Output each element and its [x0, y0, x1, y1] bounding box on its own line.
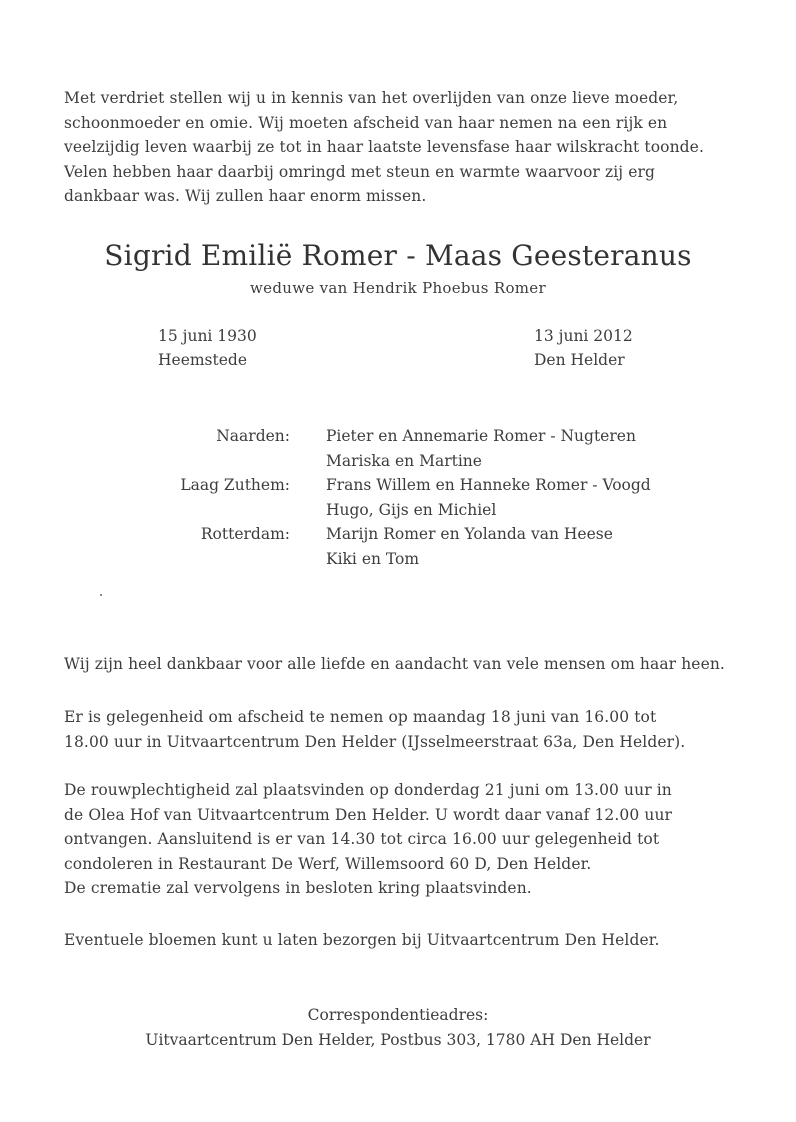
family-row — [120, 473, 720, 522]
intro-paragraph — [64, 86, 704, 209]
intro-line: dankbaar was. Wij zullen haar enorm missen. — [64, 187, 427, 205]
scan-speck — [100, 594, 102, 596]
family-name-line: Marijn Romer en Yolanda van Heese — [326, 525, 613, 543]
family-row — [120, 522, 720, 571]
family-names — [326, 522, 720, 571]
family-name-line: Frans Willem en Hanneke Romer - Voogd — [326, 476, 651, 494]
birth-block — [158, 324, 257, 372]
farewell-paragraph — [64, 705, 704, 754]
death-place: Den Helder — [534, 351, 625, 369]
family-name-line: Pieter en Annemarie Romer - Nugteren — [326, 427, 636, 445]
family-place: Naarden: — [216, 427, 290, 445]
flowers-paragraph — [64, 928, 704, 953]
ceremony-line: ontvangen. Aansluitend is er van 14.30 tot circa 16.00 uur gelegenheid tot — [64, 830, 660, 848]
correspondence-block — [0, 1003, 796, 1052]
thanks-paragraph — [64, 652, 725, 677]
death-date: 13 juni 2012 — [534, 327, 633, 345]
birth-place: Heemstede — [158, 351, 248, 369]
family-name-line: Hugo, Gijs en Michiel — [326, 500, 497, 519]
family-list — [120, 424, 720, 571]
ceremony-line: condoleren in Restaurant De Werf, Willemsoord 60 D, Den Helder. — [64, 854, 592, 873]
ceremony-line: De rouwplechtigheid zal plaatsvinden op donderdag 21 juni om 13.00 uur in — [64, 781, 672, 799]
family-place: Rotterdam: — [200, 525, 290, 543]
thanks-line: Wij zijn heel dankbaar voor alle liefde en aandacht van vele mensen om haar heen. — [64, 655, 725, 673]
birth-date: 15 juni 1930 — [158, 327, 257, 345]
intro-line: Met verdriet stellen wij u in kennis van het overlijden van onze lieve moeder, — [64, 89, 679, 107]
flowers-line: Eventuele bloemen kunt u laten bezorgen bij Uitvaartcentrum Den Helder. — [64, 931, 660, 949]
family-names — [326, 424, 720, 473]
family-place: Laag Zuthem: — [180, 476, 290, 494]
correspondence-heading: Correspondentieadres: — [307, 1006, 489, 1024]
family-names — [326, 473, 720, 522]
intro-line: schoonmoeder en omie. Wij moeten afscheid van haar nemen na een rijk en — [64, 113, 668, 132]
family-row — [120, 424, 720, 473]
deceased-subtitle: weduwe van Hendrik Phoebus Romer — [250, 279, 546, 297]
intro-line: veelzijdig leven waarbij ze tot in haar laatste levensfase haar wilskracht toonde. — [64, 138, 704, 156]
family-name-line: Kiki en Tom — [326, 549, 420, 568]
intro-line: Velen hebben haar daarbij omringd met steun en warmte waarvoor zij erg — [64, 162, 656, 181]
family-name-line: Mariska en Martine — [326, 451, 482, 470]
correspondence-address: Uitvaartcentrum Den Helder, Postbus 303, 1780 AH Den Helder — [145, 1030, 651, 1049]
ceremony-line: de Olea Hof van Uitvaartcentrum Den Helder. U wordt daar vanaf 12.00 uur — [64, 805, 673, 824]
ceremony-paragraph — [64, 778, 704, 901]
ceremony-line: De crematie zal vervolgens in besloten kring plaatsvinden. — [64, 879, 532, 897]
farewell-line: Er is gelegenheid om afscheid te nemen op maandag 18 juni van 16.00 tot — [64, 708, 657, 726]
deceased-name: Sigrid Emilië Romer - Maas Geesteranus — [104, 239, 692, 272]
death-block — [534, 324, 633, 372]
farewell-line: 18.00 uur in Uitvaartcentrum Den Helder (IJsselmeerstraat 63a, Den Helder). — [64, 732, 686, 751]
